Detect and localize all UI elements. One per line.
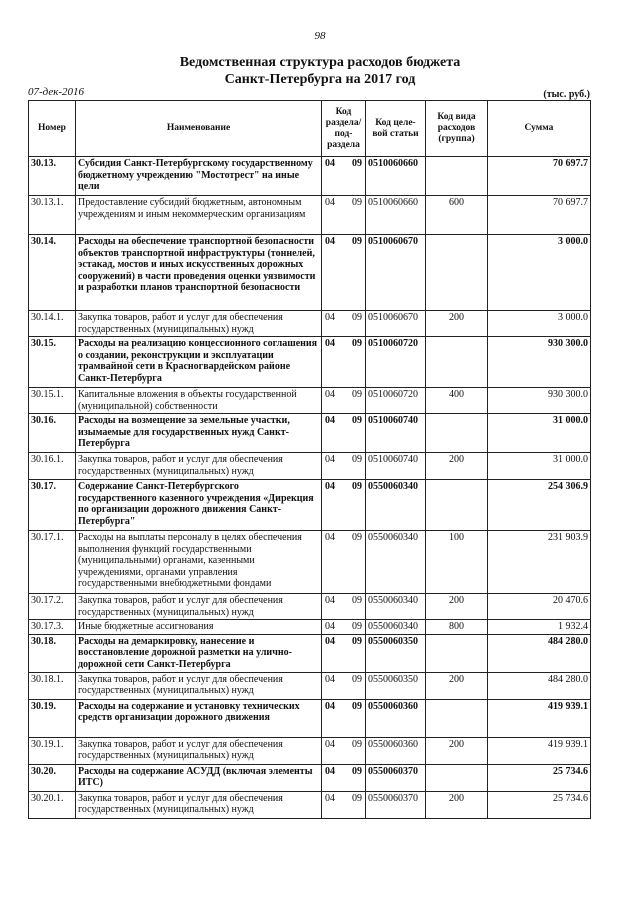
row-article-code: 0550060370 — [366, 791, 426, 818]
row-name: Расходы на выплаты персоналу в целях обеспечения выполнения функций государственными (муниципальными) органами, казенными учреждениями, органами управления государственными внебюджетными фондами — [76, 531, 322, 594]
row-sum: 3 000.0 — [488, 235, 591, 311]
row-expense-group: 600 — [426, 196, 488, 235]
row-article-code: 0550060340 — [366, 620, 426, 635]
subsection-code: 09 — [352, 700, 362, 712]
row-name: Закупка товаров, работ и услуг для обеспечения государственных (муниципальных) нужд — [76, 453, 322, 480]
section-code: 04 — [325, 338, 335, 349]
row-section-code — [322, 531, 366, 594]
subsection-code: 09 — [352, 338, 362, 349]
subsection-code: 09 — [352, 236, 362, 247]
row-number: 30.13.1. — [29, 196, 76, 235]
row-article-code: 0550060340 — [366, 480, 426, 531]
row-name: Субсидия Санкт-Петербургскому государственному бюджетному учреждению "Мостотрест" на иные цели — [76, 157, 322, 196]
row-section-code — [322, 764, 366, 791]
table-row — [29, 480, 591, 531]
subsection-code: 09 — [352, 454, 362, 465]
row-number: 30.19.1. — [29, 737, 76, 764]
row-sum: 31 000.0 — [488, 414, 591, 453]
subsection-code: 09 — [352, 792, 362, 804]
row-name: Содержание Санкт-Петербургского государственного казенного учреждения «Дирекция по организации дорожного движения Санкт-Петербурга" — [76, 480, 322, 531]
table-row — [29, 235, 591, 311]
row-sum: 1 932.4 — [488, 620, 591, 635]
row-number: 30.17.1. — [29, 531, 76, 594]
table-row — [29, 311, 591, 337]
section-code: 04 — [325, 312, 335, 323]
row-section-code — [322, 311, 366, 337]
row-expense-group — [426, 764, 488, 791]
row-sum: 70 697.7 — [488, 196, 591, 235]
row-expense-group: 400 — [426, 388, 488, 414]
row-number: 30.16. — [29, 414, 76, 453]
row-expense-group — [426, 634, 488, 672]
header-article: Код целе- вой статьи — [366, 101, 426, 157]
row-article-code: 0550060370 — [366, 764, 426, 791]
row-sum: 70 697.7 — [488, 157, 591, 196]
table-row — [29, 672, 591, 699]
row-number: 30.15.1. — [29, 388, 76, 414]
subsection-code: 09 — [352, 312, 362, 323]
section-code: 04 — [325, 635, 335, 647]
row-article-code: 0550060360 — [366, 737, 426, 764]
subsection-code: 09 — [352, 765, 362, 777]
row-name: Закупка товаров, работ и услуг для обеспечения государственных (муниципальных) нужд — [76, 672, 322, 699]
subsection-code: 09 — [352, 532, 362, 543]
row-sum: 231 903.9 — [488, 531, 591, 594]
section-code: 04 — [325, 415, 335, 426]
section-code: 04 — [325, 532, 335, 543]
table-row — [29, 764, 591, 791]
row-number: 30.20. — [29, 764, 76, 791]
row-sum: 3 000.0 — [488, 311, 591, 337]
row-expense-group — [426, 235, 488, 311]
section-code: 04 — [325, 158, 335, 169]
row-number: 30.18. — [29, 634, 76, 672]
header-sum: Сумма — [488, 101, 591, 157]
subsection-code: 09 — [352, 673, 362, 685]
header-num: Номер — [29, 101, 76, 157]
subsection-code: 09 — [352, 389, 362, 400]
row-name: Расходы на реализацию концессионного соглашения о создании, реконструкции и эксплуатации трамвайной сети в Красногвардейском районе Санкт-Петербурга — [76, 337, 322, 388]
row-article-code: 0510060660 — [366, 157, 426, 196]
units-label: (тыс. руб.) — [543, 89, 590, 100]
subsection-code: 09 — [352, 481, 362, 492]
row-expense-group: 100 — [426, 531, 488, 594]
row-section-code — [322, 196, 366, 235]
row-article-code: 0510060720 — [366, 388, 426, 414]
header-section: Код раздела/ под- раздела — [322, 101, 366, 157]
row-expense-group: 800 — [426, 620, 488, 635]
row-expense-group — [426, 414, 488, 453]
row-name: Предоставление субсидий бюджетным, автономным учреждениям и иным некоммерческим организациям — [76, 196, 322, 235]
table-row — [29, 634, 591, 672]
header-name: Наименование — [76, 101, 322, 157]
table-row — [29, 157, 591, 196]
row-article-code: 0550060350 — [366, 672, 426, 699]
section-code: 04 — [325, 389, 335, 400]
row-number: 30.15. — [29, 337, 76, 388]
section-code: 04 — [325, 481, 335, 492]
row-number: 30.18.1. — [29, 672, 76, 699]
table-body — [29, 157, 591, 819]
row-sum: 20 470.6 — [488, 594, 591, 620]
row-sum: 419 939.1 — [488, 699, 591, 737]
row-article-code: 0510060720 — [366, 337, 426, 388]
row-article-code: 0550060350 — [366, 634, 426, 672]
row-sum: 484 280.0 — [488, 634, 591, 672]
row-section-code — [322, 388, 366, 414]
header-expense-type: Код вида расходов (группа) — [426, 101, 488, 157]
row-number: 30.20.1. — [29, 791, 76, 818]
document-date: 07-дек-2016 — [28, 86, 85, 98]
section-code: 04 — [325, 454, 335, 465]
row-section-code — [322, 620, 366, 635]
row-sum: 484 280.0 — [488, 672, 591, 699]
row-article-code: 0510060740 — [366, 414, 426, 453]
row-article-code: 0510060670 — [366, 311, 426, 337]
row-expense-group: 200 — [426, 672, 488, 699]
section-code: 04 — [325, 621, 335, 632]
table-row — [29, 699, 591, 737]
row-sum: 254 306.9 — [488, 480, 591, 531]
table-row — [29, 594, 591, 620]
row-expense-group — [426, 699, 488, 737]
row-name: Капитальные вложения в объекты государственной (муниципальной) собственности — [76, 388, 322, 414]
row-expense-group: 200 — [426, 594, 488, 620]
row-name: Расходы на содержание и установку технических средств организации дорожного движения — [76, 699, 322, 737]
row-article-code: 0510060670 — [366, 235, 426, 311]
row-article-code: 0550060360 — [366, 699, 426, 737]
table-row — [29, 414, 591, 453]
row-number: 30.17.2. — [29, 594, 76, 620]
subsection-code: 09 — [352, 635, 362, 647]
row-name: Закупка товаров, работ и услуг для обеспечения государственных (муниципальных) нужд — [76, 311, 322, 337]
subsection-code: 09 — [352, 415, 362, 426]
row-article-code: 0510060660 — [366, 196, 426, 235]
table-row — [29, 453, 591, 480]
row-section-code — [322, 634, 366, 672]
table-row — [29, 791, 591, 818]
row-expense-group — [426, 337, 488, 388]
table-row — [29, 196, 591, 235]
row-sum: 930 300.0 — [488, 337, 591, 388]
row-sum: 31 000.0 — [488, 453, 591, 480]
row-name: Иные бюджетные ассигнования — [76, 620, 322, 635]
row-section-code — [322, 235, 366, 311]
subsection-code: 09 — [352, 621, 362, 632]
table-row — [29, 531, 591, 594]
section-code: 04 — [325, 595, 335, 606]
section-code: 04 — [325, 236, 335, 247]
row-article-code: 0550060340 — [366, 531, 426, 594]
row-number: 30.19. — [29, 699, 76, 737]
section-code: 04 — [325, 673, 335, 685]
row-number: 30.13. — [29, 157, 76, 196]
row-expense-group: 200 — [426, 737, 488, 764]
row-section-code — [322, 480, 366, 531]
row-expense-group: 200 — [426, 311, 488, 337]
row-section-code — [322, 414, 366, 453]
row-expense-group — [426, 480, 488, 531]
row-sum: 25 734.6 — [488, 764, 591, 791]
title-line-2: Санкт-Петербурга на 2017 год — [224, 72, 416, 87]
subsection-code: 09 — [352, 595, 362, 606]
row-name: Закупка товаров, работ и услуг для обеспечения государственных (муниципальных) нужд — [76, 594, 322, 620]
subsection-code: 09 — [352, 738, 362, 750]
row-section-code — [322, 791, 366, 818]
title-line-1: Ведомственная структура расходов бюджета — [179, 55, 461, 70]
document-title — [0, 54, 640, 88]
section-code: 04 — [325, 197, 335, 208]
row-article-code: 0550060340 — [366, 594, 426, 620]
budget-table — [28, 100, 591, 819]
row-article-code: 0510060740 — [366, 453, 426, 480]
subsection-code: 09 — [352, 158, 362, 169]
row-expense-group — [426, 157, 488, 196]
row-number: 30.17.3. — [29, 620, 76, 635]
table-row — [29, 620, 591, 635]
row-section-code — [322, 699, 366, 737]
row-section-code — [322, 157, 366, 196]
row-number: 30.17. — [29, 480, 76, 531]
section-code: 04 — [325, 700, 335, 712]
row-section-code — [322, 594, 366, 620]
row-section-code — [322, 337, 366, 388]
row-name: Расходы на демаркировку, нанесение и восстановление дорожной разметки на улично-дорожной сети Санкт-Петербурга — [76, 634, 322, 672]
row-number: 30.14. — [29, 235, 76, 311]
subsection-code: 09 — [352, 197, 362, 208]
section-code: 04 — [325, 765, 335, 777]
row-section-code — [322, 672, 366, 699]
row-section-code — [322, 453, 366, 480]
row-expense-group: 200 — [426, 791, 488, 818]
row-sum: 419 939.1 — [488, 737, 591, 764]
row-number: 30.16.1. — [29, 453, 76, 480]
table-header-row — [29, 101, 591, 157]
row-name: Расходы на содержание АСУДД (включая элементы ИТС) — [76, 764, 322, 791]
row-section-code — [322, 737, 366, 764]
row-number: 30.14.1. — [29, 311, 76, 337]
table-row — [29, 337, 591, 388]
table-row — [29, 737, 591, 764]
row-sum: 930 300.0 — [488, 388, 591, 414]
row-name: Расходы на возмещение за земельные участки, изымаемые для государственных нужд Санкт-Петербурга — [76, 414, 322, 453]
row-expense-group: 200 — [426, 453, 488, 480]
section-code: 04 — [325, 792, 335, 804]
row-sum: 25 734.6 — [488, 791, 591, 818]
page-number: 98 — [314, 30, 326, 42]
row-name: Расходы на обеспечение транспортной безопасности объектов транспортной инфраструктуры (тоннелей, эстакад, мостов и иных искусственных дорожных сооружений) в части проведения оценки уязвимости и разработки планов транспортной безопасности — [76, 235, 322, 311]
table-row — [29, 388, 591, 414]
section-code: 04 — [325, 738, 335, 750]
row-name: Закупка товаров, работ и услуг для обеспечения государственных (муниципальных) нужд — [76, 737, 322, 764]
row-name: Закупка товаров, работ и услуг для обеспечения государственных (муниципальных) нужд — [76, 791, 322, 818]
